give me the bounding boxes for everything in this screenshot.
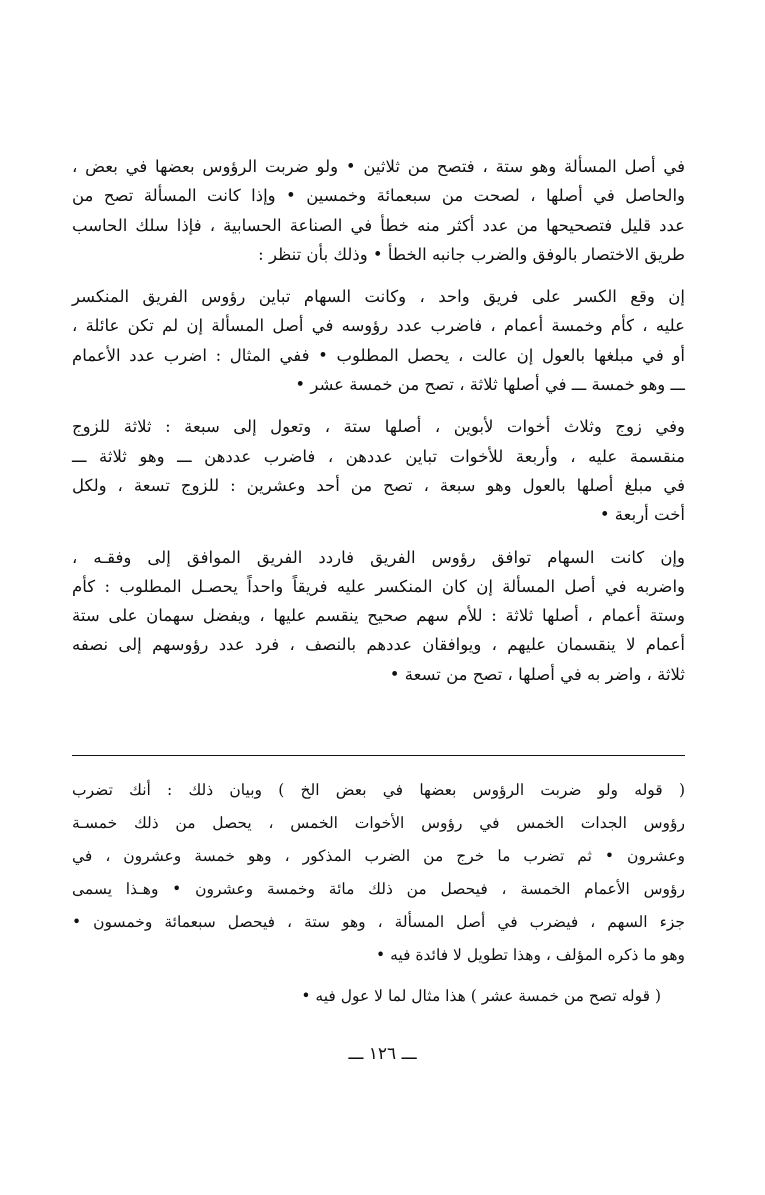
text-line: في أصل المسألة وهو ستة ، فتصح من ثلاثين • ولو ضربت الرؤوس بعضها في بعض ، — [72, 157, 685, 176]
paragraph-2 — [72, 282, 685, 399]
text-line: والحاصل في أصلها ، لصحت من سبعمائة وخمسين • وإذا كانت المسألة تصح من — [72, 186, 685, 206]
footnote-line: ( قوله تصح من خمسة عشر ) هذا مثال لما لا عول فيه • — [301, 987, 661, 1005]
text-line: إن وقع الكسر على فريق واحد ، وكانت السهام تباين رؤوس الفريق المنكسر — [72, 287, 685, 307]
text-line: أعمام لا ينقسمان عليهم ، ويوافقان عددهم بالنصف ، فرد عدد رؤوسهم إلى نصفه — [72, 635, 685, 655]
text-line: وفي زوج وثلاث أخوات لأبوين ، أصلها ستة ، وتعول إلى سبعة : ثلاثة للزوج — [72, 417, 685, 437]
footnote-line: رؤوس الجدات الخمس في رؤوس الأخوات الخمس ، يحصل من ذلك خمسـة — [72, 814, 685, 832]
footnote-line: رؤوس الأعمام الخمسة ، فيحصل من ذلك مائة وخمسة وعشرون • وهـذا يسمى — [72, 880, 685, 898]
footnote-2 — [72, 980, 685, 1013]
text-line: عليه ، كأم وخمسة أعمام ، فاضرب عدد رؤوسه في أصل المسألة إن لم تكن عائلة ، — [72, 316, 685, 336]
text-line: أخت أربعة • — [599, 505, 685, 525]
paragraph-3 — [72, 412, 685, 529]
footnotes — [72, 774, 685, 1013]
text-line: واضربه في أصل المسألة إن كان المنكسر عليه فريقاً واحداً يحصـل المطلوب : كأم — [72, 576, 685, 596]
footnote-line: جزء السهم ، فيضرب في أصل المسألة ، وهو ستة ، فيحصل سبعمائة وخمسون • — [72, 913, 685, 931]
footnote-line: وهو ما ذكره المؤلف ، وهذا تطويل لا فائدة فيه • — [376, 946, 685, 964]
footnote-divider — [72, 755, 685, 756]
footnote-line: وعشرون • ثم تضرب ما خرج من الضرب المذكور ، وهو خمسة وعشرون ، في — [72, 847, 685, 865]
text-line: وستة أعمام ، أصلها ثلاثة : للأم سهم صحيح ينقسم عليها ، ويفضل سهمان على ستة — [72, 606, 685, 626]
text-line: في مبلغ أصلها بالعول وهو سبعة ، تصح من أحد وعشرين : للزوج تسعة ، ولكل — [72, 475, 685, 495]
text-line: منقسمة عليه ، وأربعة للأخوات تباين عددهن ، فاضرب عددهن ـــ وهو ثلاثة ـــ — [72, 446, 685, 466]
text-line: عدد قليل فتصحيحها من عدد أكثر منه خطأ في الصناعة الحسابية ، فإذا سلك الحاسب — [72, 215, 685, 235]
footnote-1 — [72, 774, 685, 972]
paragraph-1 — [72, 152, 685, 269]
text-line: وإن كانت السهام توافق رؤوس الفريق فاردد الفريق الموافق إلى وفقـه ، — [72, 547, 685, 567]
main-text — [72, 152, 685, 689]
footnote-line: ( قوله ولو ضربت الرؤوس بعضها في بعض الخ ) وبيان ذلك : أنك تضرب — [72, 781, 685, 799]
page-number: ـــ ١٢٦ ـــ — [348, 1044, 417, 1064]
text-line: أو في مبلغها بالعول إن عالت ، يحصل المطلوب • ففي المثال : اضرب عدد الأعمام — [72, 345, 685, 365]
text-line: طريق الاختصار بالوفق والضرب جانبه الخطأ • وذلك بأن تنظر : — [258, 244, 685, 264]
text-line: ـــ وهو خمسة ـــ في أصلها ثلاثة ، تصح من خمسة عشر • — [295, 375, 685, 395]
text-line: ثلاثة ، واضر به في أصلها ، تصح من تسعة • — [389, 664, 685, 684]
paragraph-4 — [72, 543, 685, 689]
